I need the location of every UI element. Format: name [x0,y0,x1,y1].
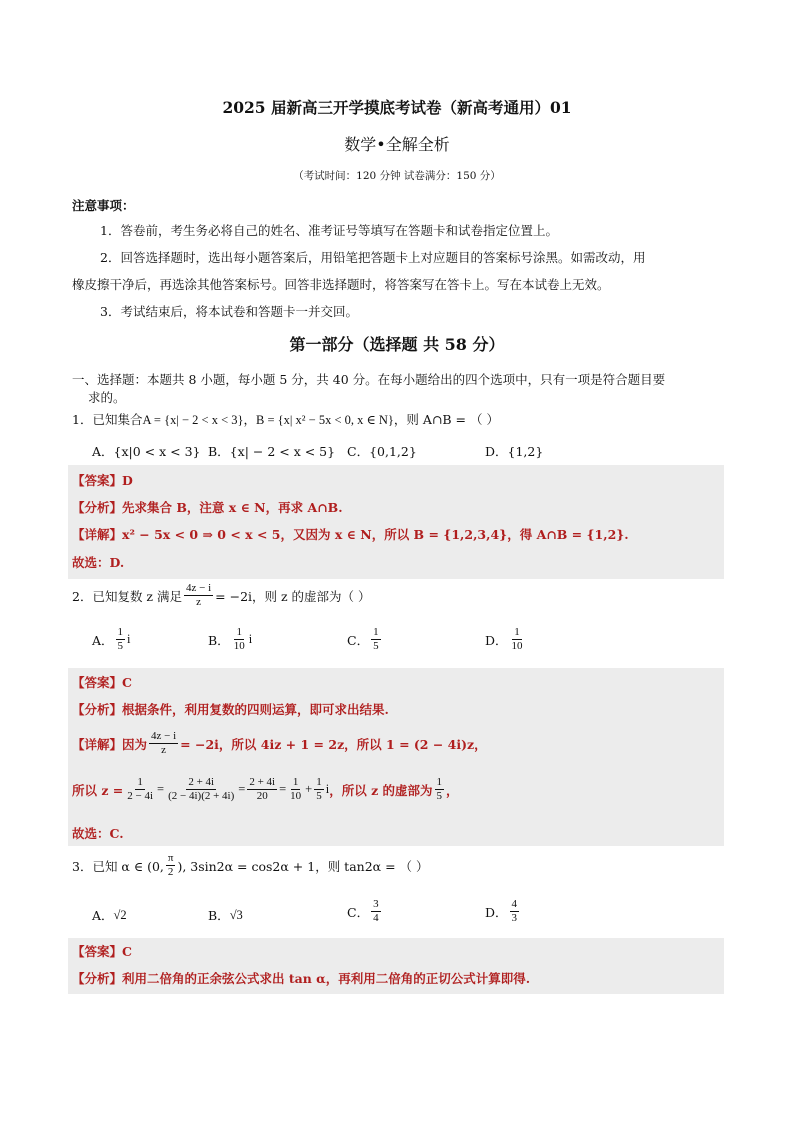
q2-f5-num: 1 [316,776,322,788]
q2-i: i [325,782,330,796]
q2-f5 [314,776,324,803]
q2-f6-den: 5 [436,790,443,802]
q1-analysis: 【分析】先求集合 B，注意 x ∈ N，再求 A∩B. [72,500,343,515]
q3-stem-prefix: 3．已知 α ∈ (0, [72,858,164,874]
q2-option-c-label: C． [347,632,370,648]
q2-choose: 故选：C. [72,826,124,841]
notice-item-2b: 橡皮擦干净后，再选涂其他答案标号。回答非选择题时，将答案写在答卡上。写在本试卷上无效。 [72,277,610,292]
q1-set-b: B = {x| x² − 5x < 0, x ∈ N} [256,413,394,427]
q2-d-den: 10 [511,640,523,652]
q2-f6-num: 1 [436,776,443,788]
q2-stem-prefix: 2．已知复数 z 满足 [72,588,182,604]
q2-solution-box [68,668,724,846]
q2-f6 [435,776,445,803]
q3-d-num: 4 [511,898,518,910]
exam-meta: （考试时间：120 分钟 试卷满分：150 分） [293,170,501,182]
q2-option-d [485,626,527,653]
q3-option-a [92,906,127,924]
q1-choose: 故选：D. [72,555,125,570]
q2-plus: + [305,782,313,796]
q2-detail-b [72,776,459,803]
q1-option-d: D．{1,2} [485,444,544,459]
q3-option-c [347,898,383,925]
q3-option-c-label: C． [347,904,370,920]
q2-detail-b-tail: ，所以 z 的虚部为 [329,782,433,798]
notice-item-2a: 2．回答选择题时，选出每小题答案后，用铅笔把答题卡上对应题目的答案标号涂黑。如需改动，用 [100,250,646,265]
q2-a-num: 1 [117,626,124,638]
q1-stem-prefix: 1．已知集合 [72,412,143,427]
q3-pi-frac [166,852,176,879]
q2-f4-den: 10 [290,790,302,802]
section-title: 第一部分（选择题 共 58 分） [289,335,505,354]
q2-eq-2: = [238,782,246,796]
q2-frac-den: z [196,596,202,608]
q2-option-c [347,626,383,653]
q2-eq-3: = [279,782,287,796]
q2-f3-num: 2 + 4i [249,776,276,788]
q3-option-c-frac [371,898,381,925]
q3-option-d-label: D． [485,904,508,920]
q2-analysis: 【分析】根据条件，利用复数的四则运算，即可求出结果. [72,702,389,717]
q3-d-den: 3 [511,912,518,924]
q2-f5-den: 5 [316,790,322,802]
q3-option-d-frac [510,898,520,925]
q3-option-a-text: √2 [113,907,127,922]
q2-stem [72,582,371,609]
q2-f1-den: 2 − 4i [127,790,154,802]
q2-a-suffix: i [127,632,131,646]
q2-f2-num: 2 + 4i [188,776,215,788]
q2-d-num: 1 [514,626,520,638]
q3-pi-num: π [167,852,174,864]
q2-option-b-label: B． [208,632,230,648]
q3-option-a-label: A． [92,908,114,923]
q2-option-d-frac [510,626,525,653]
q3-answer: 【答案】C [72,944,132,959]
q2-f2-den: (2 − 4i)(2 + 4i) [168,790,235,802]
q3-stem-suffix: ), 3sin2α = cos2α + 1，则 tan2α = （ ） [177,858,429,874]
q2-final-comma: ， [446,782,459,798]
q1-answer: 【答案】D [72,473,133,488]
q2-f1 [125,776,155,803]
q1-option-c: C．{0,1,2} [347,444,417,459]
q2-option-c-frac [371,626,381,653]
q2-f3 [247,776,277,803]
q2-detail-a [72,730,487,757]
q1-option-a: A．{x|0 < x < 3} [92,444,201,459]
q3-c-num: 3 [373,898,379,910]
q2-fraction [184,582,213,609]
q2-f2 [166,776,236,803]
q2-detail-frac [149,730,178,757]
q2-option-a-label: A． [92,632,114,648]
q2-option-b-frac [232,626,247,653]
q1-solution-box [68,465,724,579]
q2-option-d-label: D． [485,632,508,648]
q2-eq-1: = [157,782,165,796]
q2-b-num: 1 [236,626,242,638]
q2-c-den: 5 [373,640,379,652]
q3-c-den: 4 [373,912,379,924]
q3-option-b [208,906,243,924]
q2-detail-frac-den: z [161,744,167,756]
q3-option-b-text: √3 [229,907,243,922]
q3-option-b-label: B． [208,908,230,923]
q2-a-den: 5 [117,640,124,652]
q3-option-d [485,898,521,925]
q1-set-a: A = {x| − 2 < x < 3} [142,413,244,427]
section-intro-b: 求的。 [88,390,126,405]
q2-b-den: 10 [233,640,245,652]
q1-option-b: B．{x| − 2 < x < 5} [208,444,336,459]
q1-stem [72,410,499,428]
q3-analysis: 【分析】利用二倍角的正余弦公式求出 tan α，再利用二倍角的正切公式计算即得. [72,971,531,986]
q2-detail-frac-num: 4z − i [151,730,177,742]
notice-item-1: 1．答卷前，考生务必将自己的姓名、准考证号等填写在答题卡和试卷指定位置上。 [100,223,558,238]
q2-detail-a-prefix: 【详解】因为 [72,736,148,752]
q2-answer: 【答案】C [72,675,132,690]
q2-frac-num: 4z − i [186,582,212,594]
q2-f1-num: 1 [137,776,143,788]
q2-f4-num: 1 [292,776,299,788]
q1-stem-suffix: ，则 A∩B = （ ） [393,412,499,427]
q2-detail-b-prefix: 所以 z = [72,782,124,798]
q2-option-a-frac [116,626,126,653]
q3-stem [72,852,429,879]
q2-option-b [208,626,252,653]
q2-detail-a-mid: = −2i，所以 4iz + 1 = 2z，所以 1 = (2 − 4i)z， [180,736,487,752]
q3-pi-den: 2 [167,866,174,878]
q2-c-num: 1 [373,626,379,638]
exam-title: 2025 届新高三开学摸底考试卷（新高考通用）01 [222,98,572,117]
q2-stem-mid: = −2i，则 z 的虚部为（ ） [215,588,371,604]
q2-f3-den: 20 [256,790,268,802]
section-intro-a: 一、选择题：本题共 8 小题，每小题 5 分，共 40 分。在每小题给出的四个选项中，只有一项是符合题目要 [72,372,666,387]
q1-comma: ， [243,412,257,427]
q2-f4 [288,776,303,803]
notice-heading: 注意事项： [72,198,135,213]
q1-detail: 【详解】x² − 5x < 0 ⇒ 0 < x < 5，又因为 x ∈ N，所以 B = {1,2,3,4}，得 A∩B = {1,2}. [72,527,629,542]
exam-subtitle: 数学•全解全析 [344,135,450,154]
q2-b-suffix: i [248,632,253,646]
q2-option-a [92,626,131,653]
notice-item-3: 3．考试结束后，将本试卷和答题卡一并交回。 [100,304,358,319]
